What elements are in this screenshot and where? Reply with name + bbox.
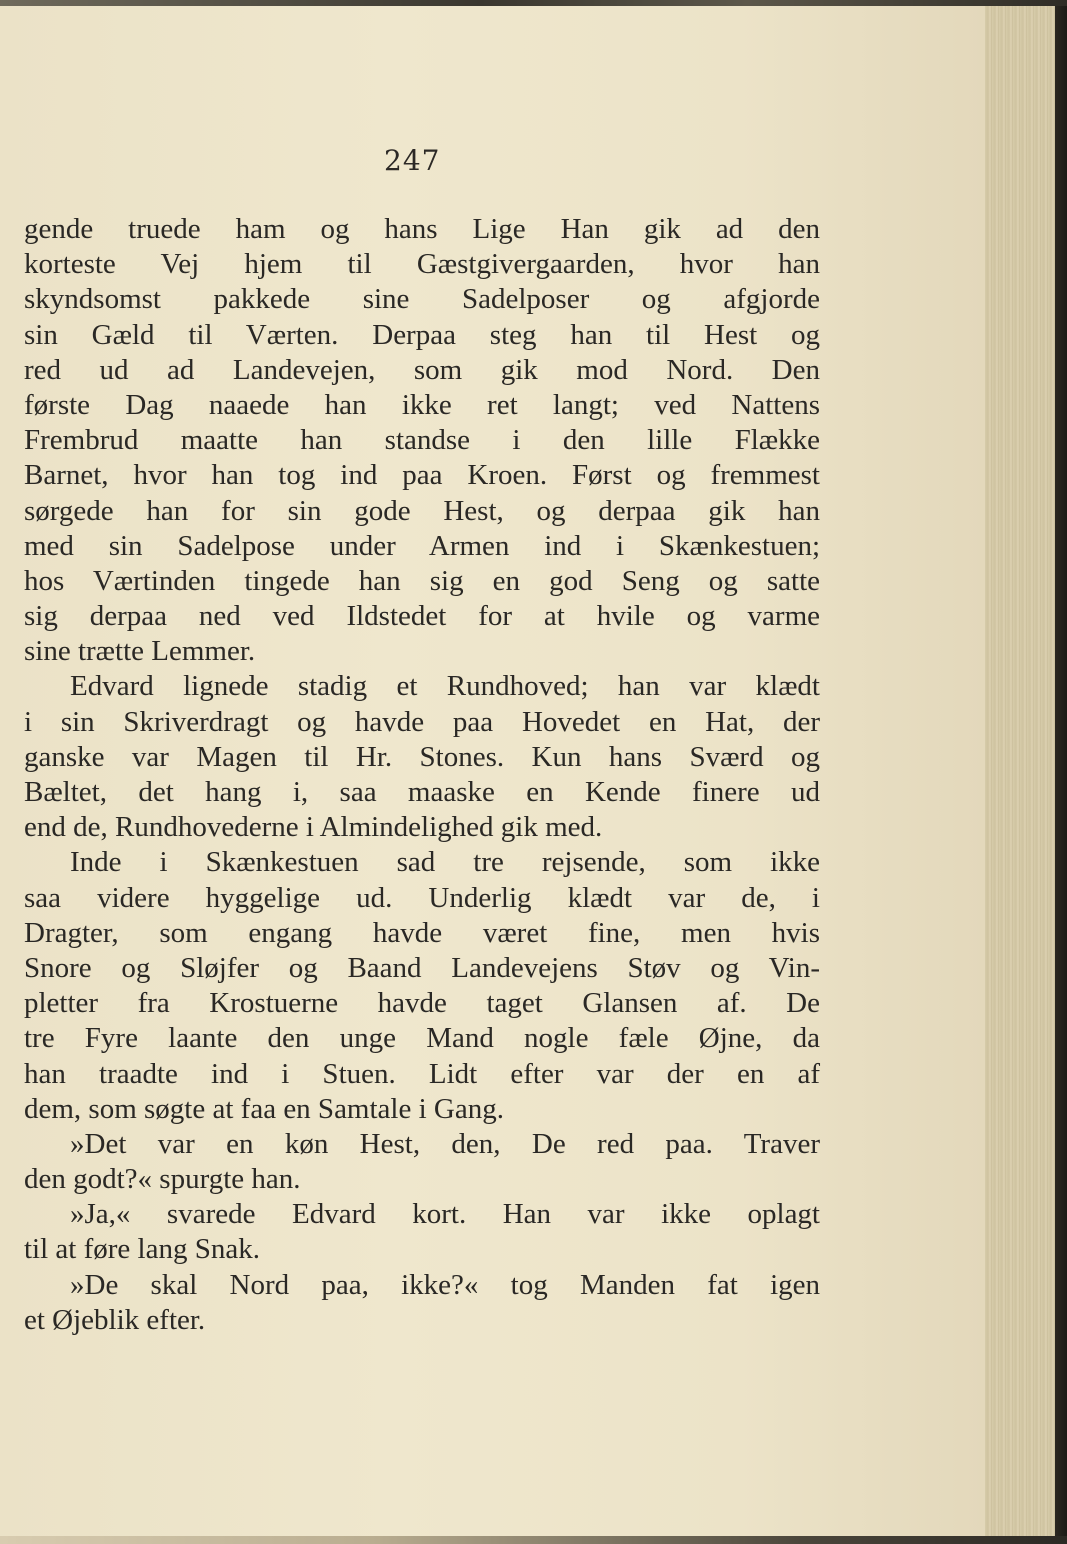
text-line: tre Fyre laante den unge Mand nogle fæle Øjne, da bbox=[24, 1022, 820, 1055]
text-line: pletter fra Krostuerne havde taget Glansen af. De bbox=[24, 987, 820, 1020]
text-line: end de, Rundhovederne i Almindelighed gik med. bbox=[24, 811, 603, 844]
body-text bbox=[24, 212, 820, 1338]
text-line: Frembrud maatte han standse i den lille Flække bbox=[24, 424, 820, 457]
book-page bbox=[0, 6, 985, 1538]
text-line: dem, som søgte at faa en Samtale i Gang. bbox=[24, 1092, 504, 1125]
text-line: sørgede han for sin gode Hest, og derpaa gik han bbox=[24, 494, 820, 527]
page-number: 247 bbox=[384, 144, 441, 177]
text-line: han traadte ind i Stuen. Lidt efter var der en af bbox=[24, 1057, 820, 1090]
text-line: første Dag naaede han ikke ret langt; ved Nattens bbox=[24, 388, 820, 421]
text-line: Edvard lignede stadig et Rundhoved; han var klædt bbox=[70, 670, 820, 703]
text-line: red ud ad Landevejen, som gik mod Nord. Den bbox=[24, 353, 820, 386]
text-line: »Ja,« svarede Edvard kort. Han var ikke oplagt bbox=[70, 1198, 820, 1231]
text-line: saa videre hyggelige ud. Underlig klædt var de, i bbox=[24, 881, 820, 914]
text-line: Barnet, hvor han tog ind paa Kroen. Først og fremmest bbox=[24, 459, 820, 492]
page-fore-edge bbox=[985, 6, 1055, 1538]
text-line: i sin Skriverdragt og havde paa Hovedet en Hat, der bbox=[24, 705, 820, 738]
book-cover-edge bbox=[1055, 6, 1067, 1538]
text-line: hos Værtinden tingede han sig en god Seng og satte bbox=[24, 564, 820, 597]
text-line: gende truede ham og hans Lige Han gik ad den bbox=[24, 213, 820, 245]
text-line: Dragter, som engang havde været fine, men hvis bbox=[24, 916, 820, 949]
text-line: Bæltet, det hang i, saa maaske en Kende finere ud bbox=[24, 776, 820, 808]
book-bottom-edge bbox=[0, 1536, 1067, 1544]
text-line: Snore og Sløjfer og Baand Landevejens Støv og Vin- bbox=[24, 951, 820, 984]
text-line: »De skal Nord paa, ikke?« tog Manden fat igen bbox=[70, 1268, 820, 1301]
text-line: med sin Sadelpose under Armen ind i Skænkestuen; bbox=[24, 529, 820, 562]
text-line: til at føre lang Snak. bbox=[24, 1233, 260, 1266]
text-line: Inde i Skænkestuen sad tre rejsende, som ikke bbox=[70, 846, 820, 879]
text-line: korteste Vej hjem til Gæstgivergaarden, hvor han bbox=[24, 248, 820, 281]
text-line: »Det var en køn Hest, den, De red paa. Traver bbox=[70, 1127, 820, 1160]
text-line: et Øjeblik efter. bbox=[24, 1303, 206, 1336]
text-line: sine trætte Lemmer. bbox=[24, 635, 256, 668]
text-line: sig derpaa ned ved Ildstedet for at hvile og varme bbox=[24, 600, 820, 633]
text-line: den godt?« spurgte han. bbox=[24, 1163, 301, 1196]
text-line: sin Gæld til Værten. Derpaa steg han til Hest og bbox=[24, 318, 820, 351]
text-line: skyndsomst pakkede sine Sadelposer og afgjorde bbox=[24, 283, 820, 316]
text-line: ganske var Magen til Hr. Stones. Kun hans Sværd og bbox=[24, 740, 820, 773]
